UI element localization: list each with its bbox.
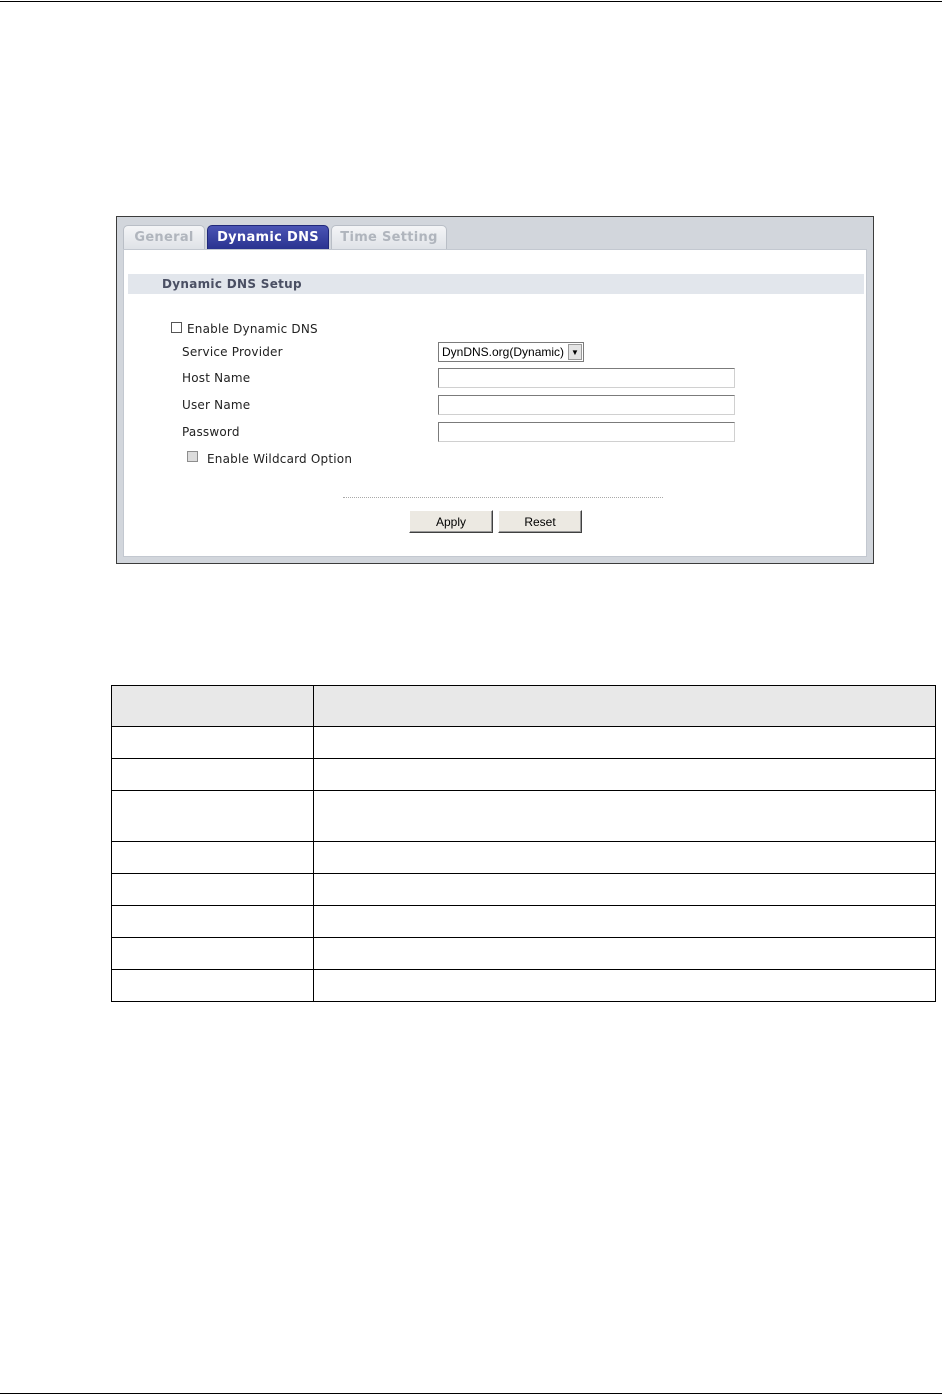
- table-row: [112, 874, 936, 906]
- tab-dynamic-dns[interactable]: Dynamic DNS: [207, 225, 329, 249]
- table-row: [112, 759, 936, 791]
- reset-button[interactable]: Reset: [498, 510, 582, 533]
- table-cell: [112, 970, 314, 1002]
- host-name-input[interactable]: [438, 368, 735, 388]
- enable-wildcard-label: Enable Wildcard Option: [207, 452, 353, 466]
- table-header-cell: [314, 686, 936, 727]
- password-label: Password: [182, 425, 240, 439]
- user-name-label: User Name: [182, 398, 251, 412]
- table-row: [112, 842, 936, 874]
- table-row: [112, 938, 936, 970]
- table-cell: [314, 759, 936, 791]
- table-cell: [112, 938, 314, 970]
- dynamic-dns-panel: [123, 249, 867, 557]
- user-name-input[interactable]: [438, 395, 735, 415]
- table-cell: [314, 791, 936, 842]
- apply-button[interactable]: Apply: [409, 510, 493, 533]
- host-name-label: Host Name: [182, 371, 251, 385]
- dynamic-dns-screenshot: [116, 216, 874, 564]
- enable-dynamic-dns-checkbox[interactable]: [171, 322, 182, 333]
- table-cell: [112, 791, 314, 842]
- section-title: Dynamic DNS Setup: [128, 274, 864, 294]
- table-row: [112, 970, 936, 1002]
- table-cell: [112, 727, 314, 759]
- field-description-table: [111, 685, 936, 1002]
- page-bottom-rule: [0, 1393, 942, 1394]
- table-cell: [314, 906, 936, 938]
- service-provider-select[interactable]: [438, 342, 584, 362]
- table-cell: [314, 938, 936, 970]
- table-cell: [112, 906, 314, 938]
- table-cell: [112, 842, 314, 874]
- tab-time-setting[interactable]: Time Setting: [331, 225, 447, 249]
- chevron-down-icon[interactable]: ▼: [568, 344, 582, 360]
- enable-dynamic-dns-label: Enable Dynamic DNS: [187, 322, 318, 336]
- table-row: [112, 906, 936, 938]
- table-row: [112, 727, 936, 759]
- table-cell: [314, 970, 936, 1002]
- table-header-cell: [112, 686, 314, 727]
- table-cell: [314, 874, 936, 906]
- table-cell: [112, 759, 314, 791]
- table-cell: [314, 842, 936, 874]
- service-provider-value: DynDNS.org(Dynamic): [442, 345, 565, 359]
- password-input[interactable]: [438, 422, 735, 442]
- page-top-rule: [0, 1, 942, 2]
- service-provider-label: Service Provider: [182, 345, 283, 359]
- enable-wildcard-checkbox[interactable]: [187, 451, 198, 462]
- table-row: [112, 791, 936, 842]
- table-header-row: [112, 686, 936, 727]
- table-cell: [314, 727, 936, 759]
- tab-general[interactable]: General: [123, 225, 205, 249]
- table-cell: [112, 874, 314, 906]
- divider: [343, 497, 663, 498]
